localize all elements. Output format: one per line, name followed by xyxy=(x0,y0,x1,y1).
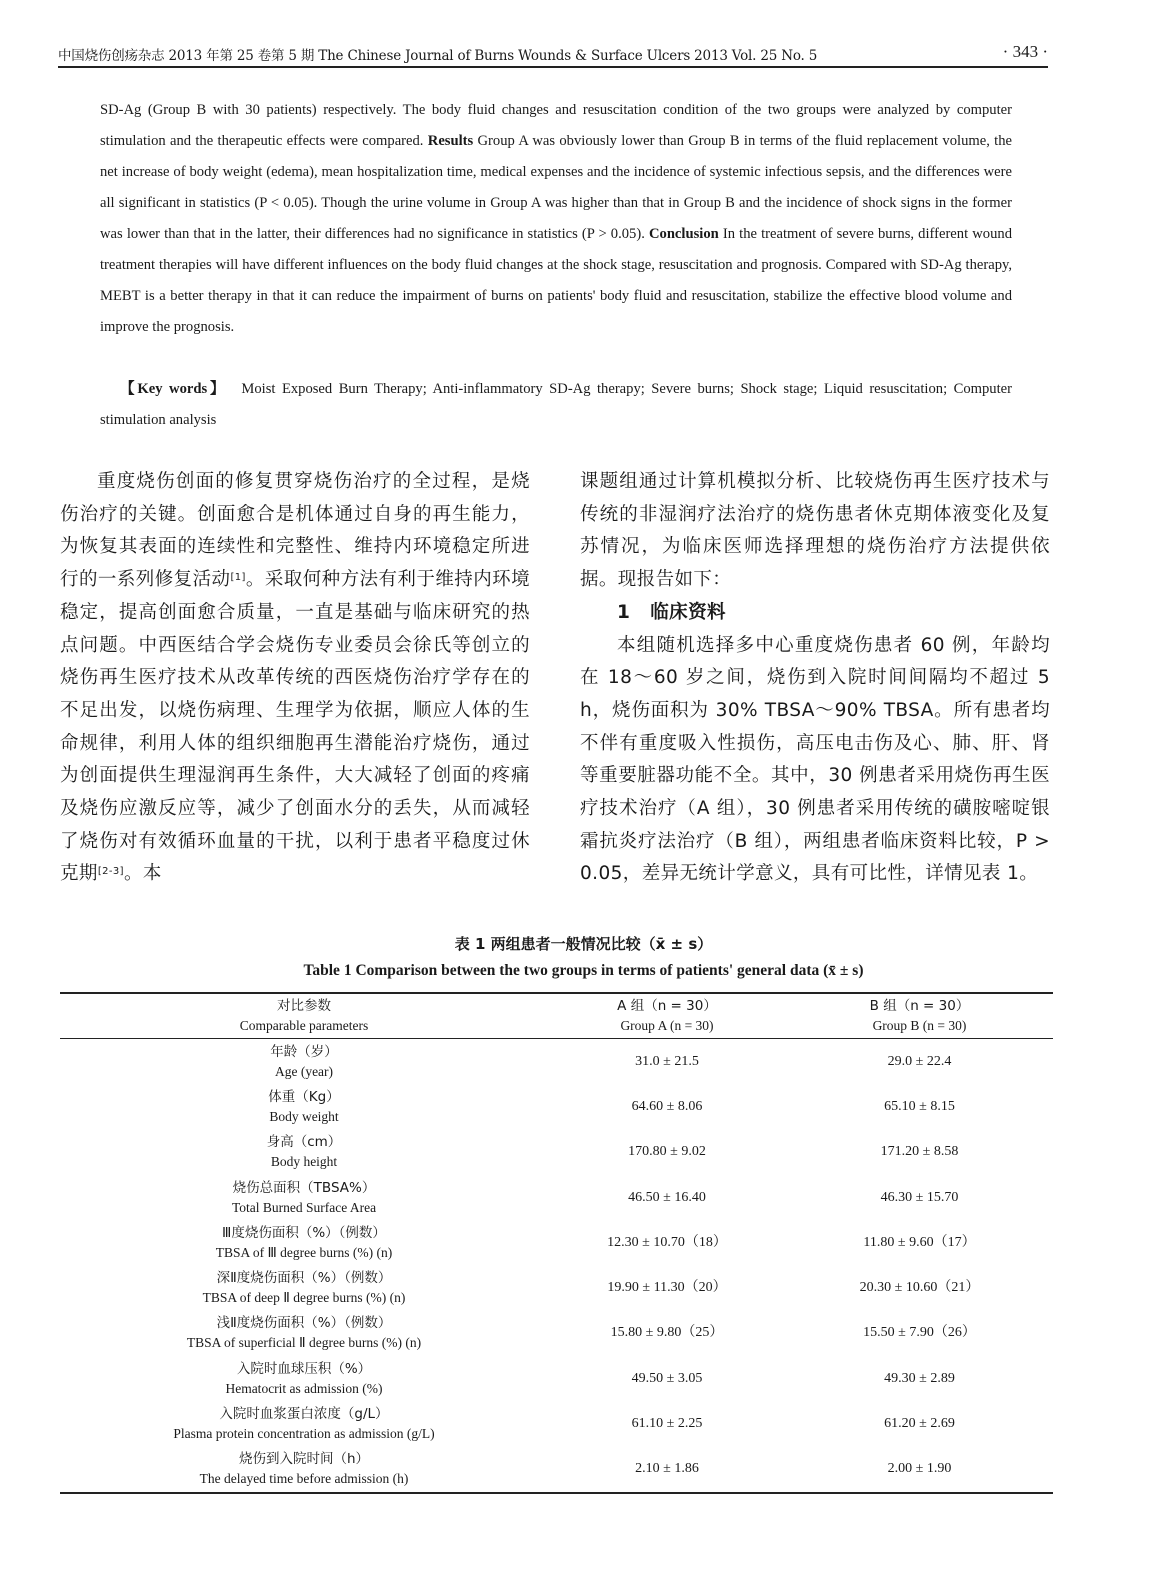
parameter-cell: 体重（Kg） Body weight xyxy=(268,1088,340,1124)
parameter-cell: 浅Ⅱ度烧伤面积（%）（例数） TBSA of superficial Ⅱ degree burns (%) (n) xyxy=(186,1315,422,1351)
parameter-cell: 深Ⅱ度烧伤面积（%）（例数） TBSA of deep Ⅱ degree burns (%) (n) xyxy=(202,1270,406,1306)
parameter-cell: 年龄（岁） Age (year) xyxy=(270,1043,338,1079)
parameter-cell: Ⅲ度烧伤面积（%）（例数） TBSA of Ⅲ degree burns (%) (n) xyxy=(215,1224,393,1260)
keywords-text: Moist Exposed Burn Therapy; Anti-inflammatory SD-Ag therapy; Severe burns; Shock stage; Liquid resuscitation; Computer stimulation analysis xyxy=(100,381,1012,428)
parameter-cell: 入院时血球压积（%） Hematocrit as admission (%) xyxy=(225,1360,383,1396)
table-header-row xyxy=(60,993,1053,1039)
citation-2: [2-3] xyxy=(97,866,124,878)
group-a-value: 15.80 ± 9.80（25） xyxy=(610,1325,724,1341)
abstract-results-label: Results xyxy=(427,133,474,149)
section-title: 临床资料 xyxy=(650,601,726,623)
group-b-value: 29.0 ± 22.4 xyxy=(887,1053,952,1069)
body-left-column xyxy=(60,466,530,891)
intro-paragraph xyxy=(60,466,530,891)
group-a-value: 49.50 ± 3.05 xyxy=(631,1370,703,1386)
page-number: · 343 · xyxy=(1002,42,1048,61)
table-row xyxy=(60,1356,1053,1401)
header-group-a: A 组（n = 30） Group A (n = 30) xyxy=(617,998,717,1033)
comparison-table xyxy=(60,992,1053,1494)
parameter-cell: 烧伤总面积（TBSA%） Total Burned Surface Area xyxy=(231,1179,377,1215)
abstract-conclusion-label: Conclusion xyxy=(648,226,719,242)
group-b-value: 2.00 ± 1.90 xyxy=(887,1461,952,1477)
table-row xyxy=(60,1401,1053,1446)
intro-continuation: 课题组通过计算机模拟分析、比较烧伤再生医疗技术与传统的非湿润疗法治疗的烧伤患者休克期体液变化及复苏情况，为临床医师选择理想的烧伤治疗方法提供依据。现报告如下： xyxy=(580,471,1050,591)
body-right-column xyxy=(580,466,1050,891)
abstract-results-text: Group A was obviously lower than Group B in terms of the fluid replacement volume, the net increase of body weight (edema), mean hospitalization time, medical expenses and the incidence of systemic infectious sepsis, and the differences were all significant in statistics (P < 0.05). Though the urine volume in Group A was higher than that in Group B and the incidence of shock signs in the former was lower than that in the latter, their differences had no significance in statistics (P > 0.05). xyxy=(100,133,1012,242)
group-a-value: 31.0 ± 21.5 xyxy=(635,1053,699,1069)
abstract-conclusion-text: In the treatment of severe burns, different wound treatment therapies will have different influences on the body fluid changes at the shock stage, resuscitation and prognosis. Compared with SD-Ag therapy, MEBT is a better therapy in that it can reduce the impairment of burns on patients' body fluid and resuscitation, stabilize the effective blood volume and improve the prognosis. xyxy=(100,226,1012,335)
group-b-value: 49.30 ± 2.89 xyxy=(884,1370,955,1386)
table-row xyxy=(60,1175,1053,1220)
table-row xyxy=(60,1039,1053,1085)
group-a-value: 170.80 ± 9.02 xyxy=(628,1144,706,1160)
header-parameters: 对比参数 Comparable parameters xyxy=(239,998,369,1033)
table-row xyxy=(60,1447,1053,1493)
running-title: 中国烧伤创疡杂志 2013 年第 25 卷第 5 期 The Chinese Journal of Burns Wounds & Surface Ulcers 2013 Vol. 25 No. 5 xyxy=(58,48,818,64)
table-row xyxy=(60,1084,1053,1129)
section-number: 1 xyxy=(617,601,631,623)
group-b-value: 65.10 ± 8.15 xyxy=(884,1098,955,1114)
table-row xyxy=(60,1311,1053,1356)
intro-text-b: 。采取何种方法有利于维持内环境稳定，提高创面愈合质量，一直是基础与临床研究的热点问题。中西医结合学会烧伤专业委员会徐氏等创立的烧伤再生医疗技术从改革传统的西医烧伤治疗学存在的不足出发，以烧伤病理、生理学为依据，顺应人体的生命规律，利用人体的组织细胞再生潜能治疗烧伤，通过为创面提供生理湿润再生条件，大大减轻了创面的疼痛及烧伤应激反应等，减少了创面水分的丢失，从而减轻了烧伤对有效循环血量的干扰，以利于患者平稳度过休克期 xyxy=(60,569,530,885)
group-b-value: 61.20 ± 2.69 xyxy=(884,1416,955,1432)
group-b-value: 20.30 ± 10.60（21） xyxy=(859,1280,980,1296)
table-row xyxy=(60,1130,1053,1175)
intro-text-c: 。本 xyxy=(123,863,162,885)
group-b-value: 171.20 ± 8.58 xyxy=(880,1144,959,1160)
intro-text-a: 重度烧伤创面的修复贯穿烧伤治疗的全过程，是烧伤治疗的关键。创面愈合是机体通过自身的再生能力，为恢复其表面的连续性和完整性、维持内环境稳定所进行的一系列修复活动 xyxy=(60,471,530,591)
group-a-value: 2.10 ± 1.86 xyxy=(635,1461,699,1477)
clinical-data-paragraph: 本组随机选择多中心重度烧伤患者 60 例，年龄均在 18～60 岁之间，烧伤到入院时间间隔均不超过 5 h，烧伤面积为 30% TBSA～90% TBSA。所有患者均不伴有重度吸入性损伤，高压电击伤及心、肺、肝、肾等重要脏器功能不全。其中，30 例患者采用烧伤再生医疗技术治疗（A 组），30 例患者采用传统的磺胺嘧啶银霜抗炎疗法治疗（B 组），两组患者临床资料比较，P > 0.05，差异无统计学意义，具有可比性，详情见表 1。 xyxy=(580,634,1050,885)
group-a-value: 61.10 ± 2.25 xyxy=(631,1416,703,1432)
citation-1: [1] xyxy=(230,572,246,584)
group-b-value: 46.30 ± 15.70 xyxy=(880,1189,959,1205)
group-a-value: 64.60 ± 8.06 xyxy=(631,1098,703,1114)
table-caption-cn: 表 1 两组患者一般情况比较（x̄ ± s） xyxy=(454,935,713,953)
group-a-value: 46.50 ± 16.40 xyxy=(628,1189,706,1205)
table-row xyxy=(60,1265,1053,1310)
english-abstract xyxy=(100,95,1012,343)
keywords-label: 【Key words】 xyxy=(120,381,228,397)
group-a-value: 19.90 ± 11.30（20） xyxy=(607,1280,727,1296)
parameter-cell: 身高（cm） Body height xyxy=(266,1134,342,1170)
table-caption-en: Table 1 Comparison between the two groups in terms of patients' general data (x̄ ± s) xyxy=(303,962,864,979)
parameter-cell: 烧伤到入院时间（h） The delayed time before admission (h) xyxy=(199,1451,409,1487)
table-row xyxy=(60,1220,1053,1265)
abstract-methods-text: SD-Ag (Group B with 30 patients) respectively. The body fluid changes and resuscitation condition of the two groups were analyzed by computer stimulation and the therapeutic effects were compared. xyxy=(100,102,1012,149)
group-b-value: 15.50 ± 7.90（26） xyxy=(863,1325,976,1341)
header-group-b: B 组（n = 30） Group B (n = 30) xyxy=(869,998,970,1033)
section-heading xyxy=(580,597,1050,630)
group-b-value: 11.80 ± 9.60（17） xyxy=(863,1234,976,1250)
running-header xyxy=(58,42,1048,68)
parameter-cell: 入院时血浆蛋白浓度（g/L） Plasma protein concentration as admission (g/L) xyxy=(173,1406,435,1442)
keywords xyxy=(100,374,1012,436)
group-a-value: 12.30 ± 10.70（18） xyxy=(607,1234,727,1250)
